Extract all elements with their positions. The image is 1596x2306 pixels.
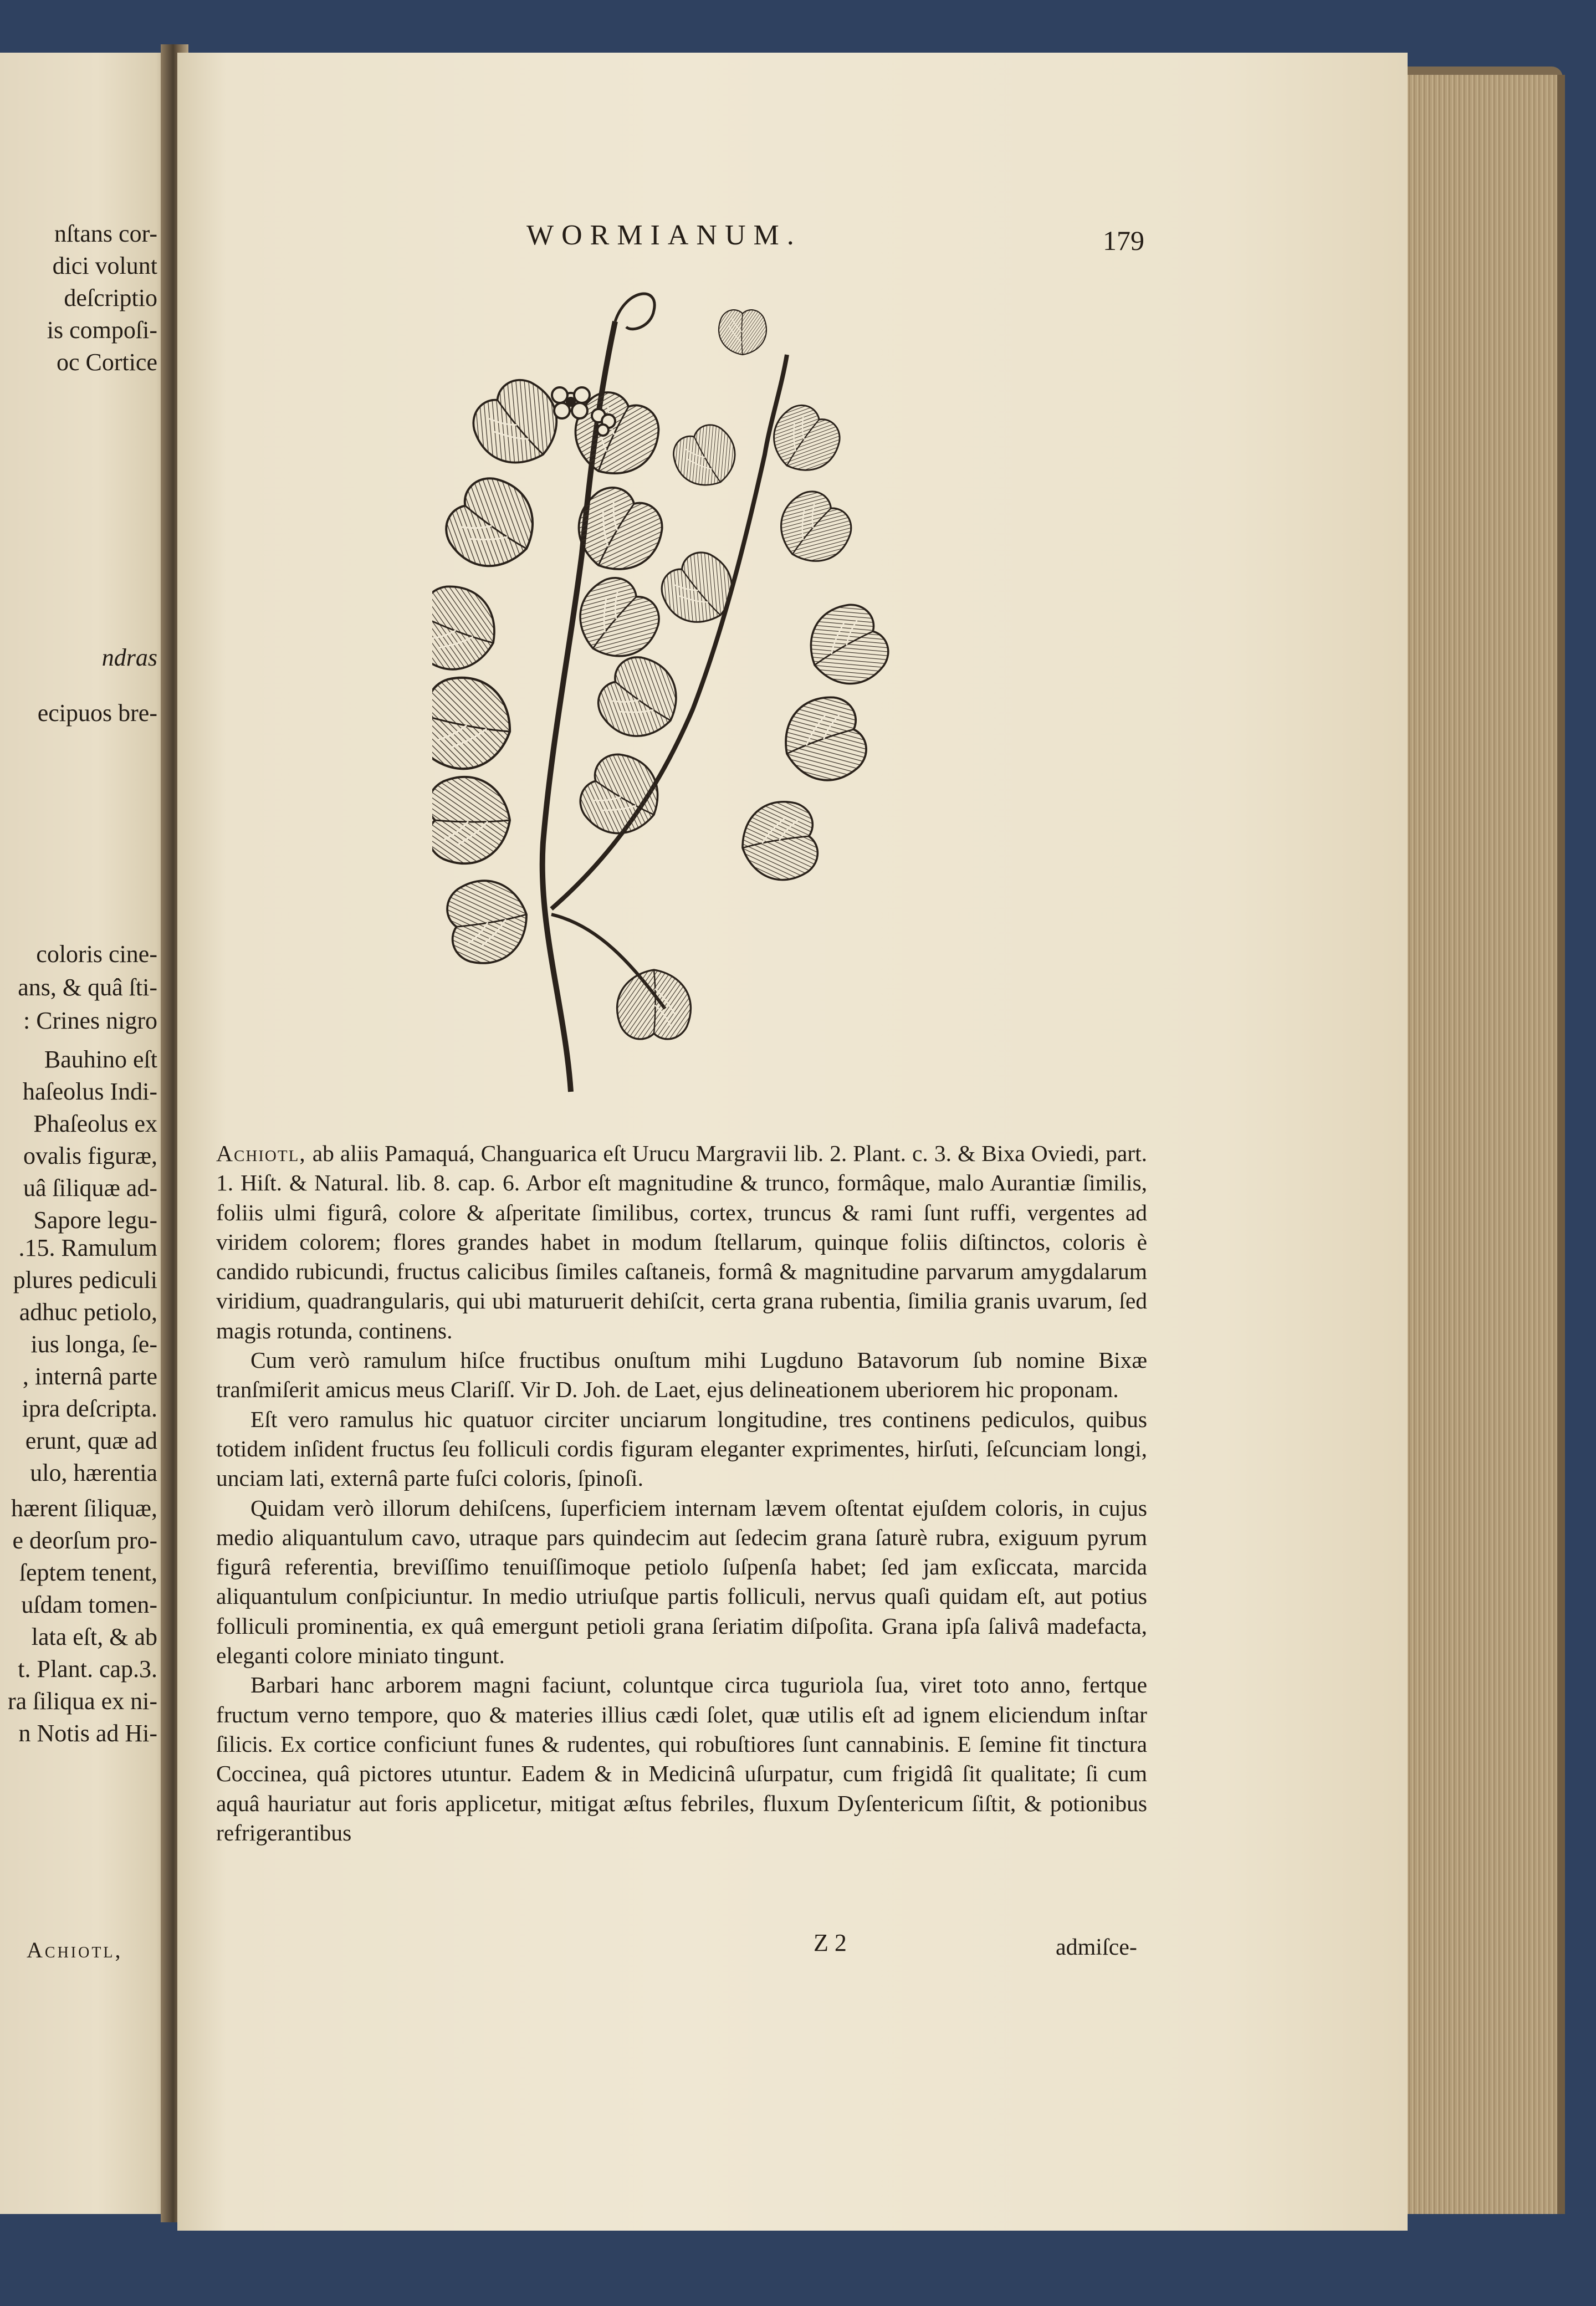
achiotl-branch-illustration xyxy=(432,288,953,1108)
left-page-line: ulo, hærentia xyxy=(30,1459,157,1486)
left-page-line: uſdam tomen- xyxy=(21,1591,157,1618)
left-page-line: haſeolus Indi- xyxy=(22,1078,157,1105)
left-page-line: uâ ſiliquæ ad- xyxy=(23,1174,157,1201)
left-page-line: is compoſi- xyxy=(47,316,157,344)
left-page-line: ans, & quâ ſti- xyxy=(18,974,157,1001)
left-page-line: Bauhino eſt xyxy=(44,1046,157,1073)
left-page-line: Phaſeolus ex xyxy=(33,1110,157,1137)
catchword: admiſce- xyxy=(1056,1935,1137,1960)
left-page-line: erunt, quæ ad xyxy=(25,1427,157,1454)
left-page-line: , internâ parte xyxy=(22,1363,157,1390)
left-page-line: dici volunt xyxy=(52,252,157,279)
left-page-line: t. Plant. cap.3. xyxy=(18,1655,157,1683)
left-page-line: : Crines nigro xyxy=(23,1007,157,1034)
folio-number: 179 xyxy=(1103,225,1144,256)
signature-mark: Z 2 xyxy=(814,1929,847,1956)
left-page-line: coloris cine- xyxy=(36,940,157,968)
left-page-line: plures pediculi xyxy=(13,1266,157,1293)
left-catchword: Achiotl, xyxy=(27,1937,123,1962)
left-page-line: ipra deſcripta. xyxy=(22,1395,157,1422)
left-page-line: ra ſiliqua ex ni- xyxy=(7,1688,157,1715)
paragraph-1-text: ab aliis Pamaquá, Changuarica eſt Urucu Margravii lib. 2. Plant. c. 3. & Bixa Oviedi, part. 1. Hiſt. & Natural. lib. 8. cap. 6. Arbor eſt magnitudine & trunco, formâque, malo Aurantiæ ſimilis, foliis ulmi figurâ, colore & aſperitate ſimilibus, cortex, truncus & rami ſunt ruffi, vergentes ad viridem colorem; flores grandes habet in modum ſtellarum, quinque foliis diſtinctos, coloris è candido rubicundi, fructus calicibus ſimiles caſtaneis, formâ & magnitudine parvarum amygdalarum viridium, quadrangularis, qui ubi maturuerit dehiſcit, certa grana rubentia, ſimilia granis uvarum, ſed magis rotunda, continens. xyxy=(216,1141,1147,1343)
running-head: WORMIANUM. xyxy=(526,219,802,251)
left-page-line: Sapore legu- xyxy=(33,1206,157,1234)
paragraph-2: Cum verò ramulum hiſce fructibus onuſtum mihi Lugduno Batavorum ſub nomine Bixæ tranſmiſerit amicus meus Clariſſ. Vir D. Joh. de Laet, ejus delineationem uberiorem hic proponam. xyxy=(216,1347,1147,1403)
left-page-line: ius longa, ſe- xyxy=(30,1331,157,1358)
paragraph-1 xyxy=(216,1139,1147,1346)
left-page-line: .15. Ramulum xyxy=(18,1234,157,1261)
left-page-line: nſtans cor- xyxy=(54,220,157,247)
paragraph-4: Quidam verò illorum dehiſcens, ſuperficiem internam lævem oſtentat ejuſdem coloris, in cujus medio aliquantulum cavo, utraque pars quindecim aut ſedecim grana ſaturè rubra, exiguum pyrum figurâ referentia, breviſſimo tenuiſſimoque petiolo ſuſpenſa habet; ſed jam exſiccata, marcida aliquantulum conſpiciuntur. In medio utriuſque partis folliculi, nervus quaſi quidam eſt, aut potius folliculi prominentia, ex quâ emergunt petioli grana ſeriatim diſpoſita. Grana ipſa ſalivâ madefacta, eleganti colore miniato tingunt. xyxy=(216,1495,1147,1669)
lemma-achiotl: Achiotl, xyxy=(216,1141,306,1166)
left-page-line: ovalis figuræ, xyxy=(23,1142,157,1169)
left-page-line: n Notis ad Hi- xyxy=(18,1720,157,1747)
left-page-line: adhuc petiolo, xyxy=(19,1298,157,1326)
left-page-line: ſeptem tenent, xyxy=(19,1559,157,1586)
paragraph-5: Barbari hanc arborem magni faciunt, coluntque circa tuguriola ſua, viret toto anno, fertque fructum verno tempore, quo & materies illius cædi ſolet, quæ utilis eſt ad ignem eliciendum inſtar ſilicis. Ex cortice conficiunt funes & rudentes, qui robuſtiores ſunt cannabinis. E ſemine fit tinctura Coccinea, quâ pictores utuntur. Eadem & in Medicinâ uſurpatur, cum frigidâ ſit qualitate; ſi cum aquâ hauriatur aut foris applicetur, mitigat æſtus febriles, fluxum Dyſentericum ſiſtit, & potionibus refrigerantibus xyxy=(216,1672,1147,1845)
paragraph-3: Eſt vero ramulus hic quatuor circiter unciarum longitudine, tres continens pediculos, quibus totidem inſident fructus ſeu folliculi cordis figuram eleganter exprimentes, hirſuti, ſeſcunciam longi, unciam lati, externâ parte fuſci coloris, ſpinoſi. xyxy=(216,1406,1147,1491)
left-page-line: e deorſum pro- xyxy=(12,1527,157,1554)
left-page-line: oc Cortice xyxy=(56,349,157,376)
left-page xyxy=(0,53,177,2214)
left-page-heading: ndras xyxy=(101,644,157,671)
page-fore-edges xyxy=(1391,75,1565,2214)
left-page-line: lata eſt, & ab xyxy=(31,1623,157,1650)
left-page-line: deſcriptio xyxy=(64,284,157,311)
body-text xyxy=(216,1139,1147,1848)
left-page-line: hærent ſiliquæ, xyxy=(11,1495,157,1522)
left-page-line: ecipuos bre- xyxy=(37,699,157,727)
